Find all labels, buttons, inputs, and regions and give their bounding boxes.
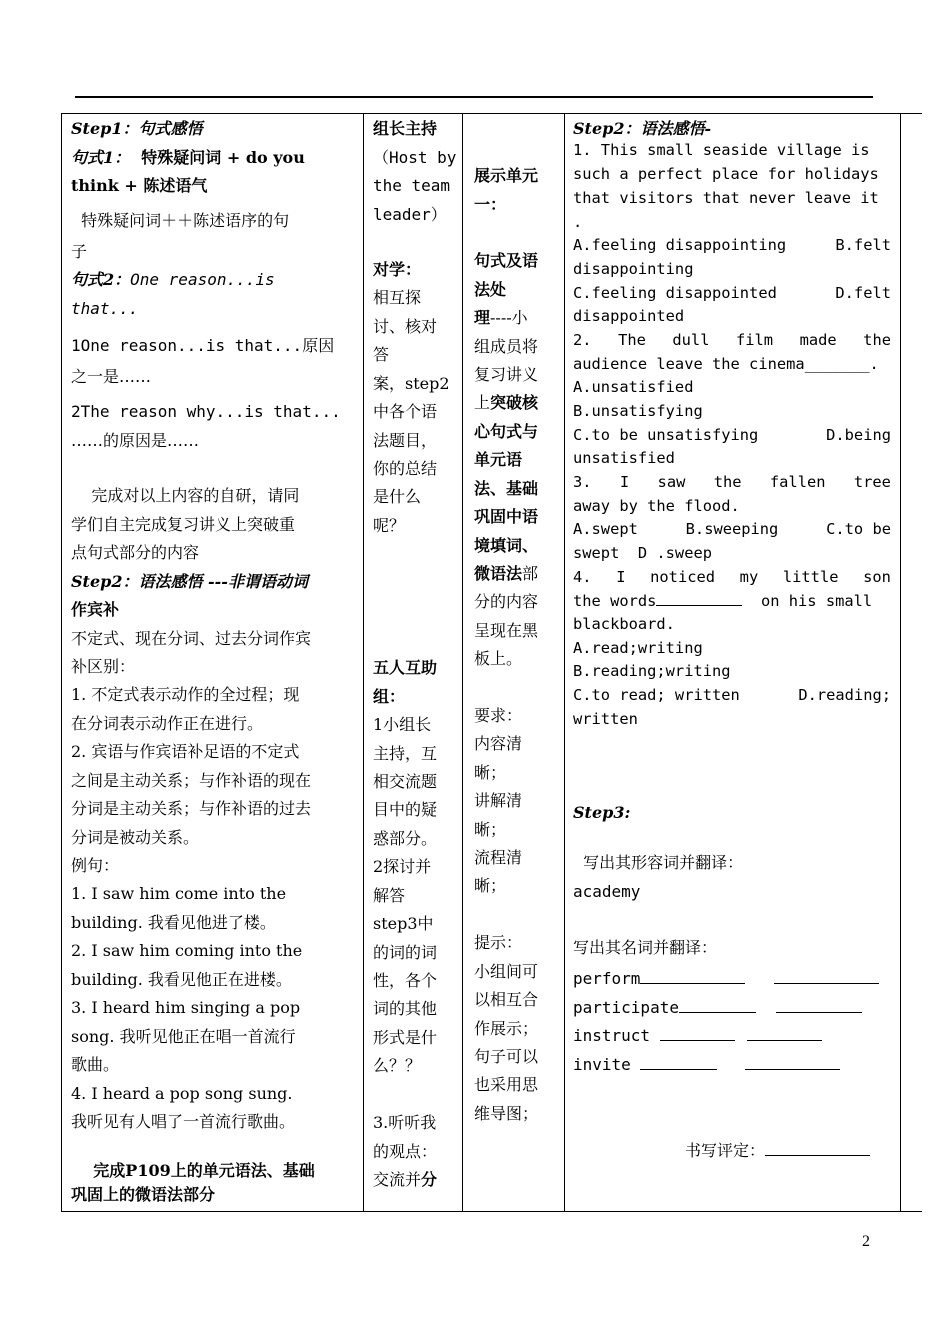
noun-prompt: 写出其名词并翻译： xyxy=(573,938,718,957)
tip-line: 以相互合 xyxy=(474,990,539,1009)
word: I xyxy=(619,473,630,491)
noun-word: participate xyxy=(573,998,679,1017)
option-b: B.felt xyxy=(835,236,891,254)
example-4-cont: 我听见有人唱了一首流行歌曲。 xyxy=(71,1112,296,1131)
question-4 xyxy=(573,566,891,590)
adjective-word: academy xyxy=(573,882,641,901)
requirement-line: 讲解清 xyxy=(474,791,523,810)
task1-line: 完成对以上内容的自研，请同 xyxy=(71,486,300,505)
option-c: C.feeling disappointed xyxy=(573,284,777,302)
question-2 xyxy=(573,329,891,353)
word: son xyxy=(863,568,891,586)
pair-study-label: 对学： xyxy=(373,260,422,279)
answer-blank[interactable] xyxy=(640,967,745,984)
presentation-text: 部 xyxy=(522,564,539,583)
option-b: B.sweeping xyxy=(685,520,779,538)
example-2-cont: building. 我看见他正在进楼。 xyxy=(71,970,292,989)
task1-line: 点句式部分的内容 xyxy=(71,543,200,562)
group-line: step3中 xyxy=(373,914,434,933)
option-d: D.being xyxy=(826,426,891,444)
q4-options-cd xyxy=(573,684,891,708)
rule-2: 2. 宾语与作宾语补足语的不定式 xyxy=(71,742,300,761)
presentation-title: 展示单元 xyxy=(474,166,539,185)
tip-line: 句子可以 xyxy=(474,1047,539,1066)
writing-evaluation xyxy=(685,1137,870,1166)
step2-exercise-title: Step2：语法感悟- xyxy=(573,119,712,138)
opinion-text: 交流并 xyxy=(373,1170,422,1189)
word: the xyxy=(713,473,742,491)
question-1-cont: that visitors that never leave it xyxy=(573,189,879,207)
presentation-line: 法、基础 xyxy=(474,479,539,498)
question-3 xyxy=(573,471,891,495)
noun-row xyxy=(573,1022,822,1051)
answer-blank[interactable] xyxy=(656,589,742,606)
group-line: 形式是什 xyxy=(373,1028,438,1047)
rule-2-cont: 之间是主动关系；与作补语的现在 xyxy=(71,771,312,790)
host-line: 组长主持 xyxy=(373,119,438,138)
group-line: 主持，互 xyxy=(373,744,438,763)
example-1-cont: building. 我看见他进了楼。 xyxy=(71,913,276,932)
q1-options-cd xyxy=(573,282,891,306)
presentation-line: 心句式与 xyxy=(474,422,539,441)
pair-study-line: 讨、核对 xyxy=(373,317,438,336)
host-line: （Host by xyxy=(373,148,457,167)
presentation-line: 巩固中语 xyxy=(474,507,539,526)
example-1: 1. I saw him come into the xyxy=(71,884,287,903)
presentation-line: 组成员将 xyxy=(474,337,539,356)
word: 4. xyxy=(573,568,592,586)
presentation-line xyxy=(474,560,538,589)
evaluation-label: 书写评定： xyxy=(685,1141,766,1160)
q2-option-a: A.unsatisfied xyxy=(573,378,694,396)
q1-option-b-cont: disappointing xyxy=(573,260,694,278)
word: 3. xyxy=(573,473,592,491)
pair-study-line: 相互探 xyxy=(373,288,422,307)
presentation-line: 呈现在黑 xyxy=(474,621,539,640)
answer-blank[interactable] xyxy=(679,996,756,1013)
opinion-line xyxy=(373,1166,437,1195)
answer-blank[interactable] xyxy=(747,1024,822,1041)
answer-blank[interactable] xyxy=(774,967,879,984)
word: I xyxy=(616,568,626,586)
column-divider xyxy=(462,114,463,1211)
pattern1-text: 特殊疑问词 + do you xyxy=(130,148,305,167)
q2-option-b: B.unsatisfying xyxy=(573,402,703,420)
answer-blank[interactable] xyxy=(640,1053,717,1070)
group-title-cont: 组： xyxy=(373,687,406,706)
presentation-line: 法处 xyxy=(474,280,507,299)
q1-option-d-cont: disappointed xyxy=(573,307,685,325)
question-1-cont: . xyxy=(573,213,583,231)
column-exercises xyxy=(573,114,891,1211)
example-4: 4. I heard a pop song sung. xyxy=(71,1084,293,1103)
pattern1-desc-cont: 子 xyxy=(71,242,88,261)
group-line: 惑部分。 xyxy=(373,829,438,848)
group-line: 性，各个 xyxy=(373,971,438,990)
group-line: 的词的词 xyxy=(373,943,438,962)
pattern2-text: One reason...is xyxy=(130,270,275,289)
word: The xyxy=(618,331,646,349)
requirement-line: 内容清 xyxy=(474,734,523,753)
pattern2-label: 句式2： xyxy=(71,270,131,289)
rule-1-cont: 在分词表示动作正在进行。 xyxy=(71,714,264,733)
pair-study-line: 答 xyxy=(373,345,390,364)
pattern-item-1: 1One reason...is that...原因 xyxy=(71,336,335,355)
opinion-text-bold: 分 xyxy=(421,1170,438,1189)
rule-1: 1. 不定式表示动作的全过程；现 xyxy=(71,685,300,704)
pair-study-line: 呢？ xyxy=(373,516,406,535)
pattern1-label: 句式1： xyxy=(71,148,131,167)
q2-options-cd xyxy=(573,424,891,448)
presentation-text: ----小 xyxy=(490,308,528,327)
word: my xyxy=(739,568,759,586)
pair-study-line: 是什么 xyxy=(373,487,422,506)
requirement-line: 晰； xyxy=(474,820,507,839)
step2-title: Step2：语法感悟 ---非谓语动词 xyxy=(71,572,308,591)
word: film xyxy=(735,331,774,349)
word: 2. xyxy=(573,331,592,349)
q3-options-cont: swept D .sweep xyxy=(573,544,712,562)
noun-word: instruct xyxy=(573,1026,660,1045)
pair-study-line: 法题目， xyxy=(373,431,438,450)
q3-options xyxy=(573,518,891,542)
page-number: 2 xyxy=(862,1233,870,1250)
answer-blank[interactable] xyxy=(745,1053,840,1070)
q1-options-ab xyxy=(573,234,891,258)
requirements-label: 要求： xyxy=(474,706,523,725)
lesson-table xyxy=(61,113,922,1212)
option-a: A.swept xyxy=(573,520,638,538)
noun-row xyxy=(573,994,862,1023)
column-self-study xyxy=(71,114,359,1211)
host-line: the team xyxy=(373,176,451,195)
word: dull xyxy=(672,331,710,349)
word: little xyxy=(782,568,839,586)
option-a: A.feeling disappointing xyxy=(573,236,787,254)
q4-option-b: B.reading;writing xyxy=(573,662,731,680)
tip-line: 维导图； xyxy=(474,1104,539,1123)
presentation-text: 突破核 xyxy=(490,393,539,412)
question-1: 1. This small seaside village is xyxy=(573,141,870,159)
rule-2-cont: 分词是被动关系。 xyxy=(71,828,200,847)
group-line: 1小组长 xyxy=(373,715,432,734)
pair-study-line: 你的总结 xyxy=(373,459,438,478)
q4-text: the words xyxy=(573,592,657,610)
presentation-line: 境填词、 xyxy=(474,536,539,555)
host-line: leader） xyxy=(373,205,447,224)
rule-intro: 不定式、现在分词、过去分词作宾 xyxy=(71,629,312,648)
word: the xyxy=(863,331,891,349)
option-c: C.to be xyxy=(826,520,891,538)
example-3: 3. I heard him singing a pop xyxy=(71,998,301,1017)
tip-line: 作展示； xyxy=(474,1019,539,1038)
q4-option-d-cont: written xyxy=(573,710,638,728)
tip-line: 小组间可 xyxy=(474,962,539,981)
presentation-line xyxy=(474,389,538,418)
pattern2-heading xyxy=(71,266,275,295)
word: made xyxy=(799,331,837,349)
task1-line: 学们自主完成复习讲义上突破重 xyxy=(71,515,296,534)
word: tree xyxy=(853,473,891,491)
column-divider xyxy=(900,114,901,1211)
evaluation-blank[interactable] xyxy=(765,1139,870,1156)
task2-line: 完成P109上的单元语法、基础 xyxy=(71,1161,315,1180)
presentation-title-cont: 一： xyxy=(474,195,507,214)
presentation-line: 单元语 xyxy=(474,450,523,469)
examples-label: 例句： xyxy=(71,856,120,875)
group-line: 目中的疑 xyxy=(373,800,438,819)
pattern1-heading xyxy=(71,144,305,173)
adjective-prompt: 写出其形容词并翻译： xyxy=(573,853,744,872)
pattern-item-2-cont: ……的原因是…… xyxy=(71,431,200,450)
requirement-line: 晰； xyxy=(474,763,507,782)
requirement-line: 晰； xyxy=(474,876,507,895)
answer-blank[interactable] xyxy=(776,996,862,1013)
noun-word: perform xyxy=(573,969,641,988)
example-3-cont: song. 我听见他正在唱一首流行 xyxy=(71,1027,296,1046)
presentation-text: 理 xyxy=(474,308,491,327)
column-presentation xyxy=(474,114,556,1211)
question-4-cont xyxy=(573,589,872,614)
example-2: 2. I saw him coming into the xyxy=(71,941,303,960)
pattern1-line2: think + 陈述语气 xyxy=(71,176,208,195)
example-3-cont: 歌曲。 xyxy=(71,1055,120,1074)
option-c: C.to read; written xyxy=(573,686,740,704)
step2-title-cont: 作宾补 xyxy=(71,600,120,619)
option-d: D.felt xyxy=(835,284,891,302)
step1-title: Step1：句式感悟 xyxy=(71,119,203,138)
option-d: D.reading; xyxy=(798,686,891,704)
q4-text: on his small xyxy=(760,592,873,610)
word: noticed xyxy=(650,568,716,586)
rule-2-cont: 分词是主动关系；与作补语的过去 xyxy=(71,799,312,818)
column-pair-study xyxy=(373,114,457,1211)
tips-label: 提示： xyxy=(474,933,523,952)
q4-option-a: A.read;writing xyxy=(573,639,703,657)
group-line: 相交流题 xyxy=(373,772,438,791)
group-line: 词的其他 xyxy=(373,999,438,1018)
noun-row xyxy=(573,1051,840,1080)
group-line: 解答 xyxy=(373,886,406,905)
pattern1-desc: 特殊疑问词＋＋陈述语序的句 xyxy=(71,211,290,230)
header-rule xyxy=(75,96,873,98)
requirement-line: 流程清 xyxy=(474,848,523,867)
answer-blank[interactable] xyxy=(660,1024,735,1041)
presentation-line: 句式及语 xyxy=(474,251,539,270)
group-line: 2探讨并 xyxy=(373,857,432,876)
tip-line: 也采用思 xyxy=(474,1075,539,1094)
pattern2-line2: that... xyxy=(71,299,139,318)
question-2-cont: audience leave the cinema_______. xyxy=(573,355,879,373)
pair-study-line: 中各个语 xyxy=(373,402,438,421)
column-divider xyxy=(363,114,364,1211)
question-1-cont: such a perfect place for holidays xyxy=(573,165,879,183)
word: fallen xyxy=(769,473,826,491)
pair-study-line: 案，step2 xyxy=(373,374,450,393)
rule-intro-cont: 补区别： xyxy=(71,657,136,676)
question-4-cont: blackboard. xyxy=(573,615,675,633)
pattern-item-1-cont: 之一是…… xyxy=(71,367,152,386)
presentation-text: 微语法 xyxy=(474,564,523,583)
presentation-line: 分的内容 xyxy=(474,592,539,611)
presentation-text: 上 xyxy=(474,393,491,412)
opinion-line: 3.听听我 xyxy=(373,1113,437,1132)
presentation-line: 板上。 xyxy=(474,649,523,668)
opinion-line: 的观点： xyxy=(373,1142,438,1161)
group-line: 么？？ xyxy=(373,1056,422,1075)
task2-line: 巩固上的微语法部分 xyxy=(71,1185,216,1204)
presentation-line xyxy=(474,304,528,333)
pattern-item-2: 2The reason why...is that... xyxy=(71,402,341,421)
group-title: 五人互助 xyxy=(373,658,438,677)
word: saw xyxy=(657,473,686,491)
column-divider xyxy=(564,114,565,1211)
presentation-line: 复习讲义 xyxy=(474,365,539,384)
step3-title: Step3: xyxy=(573,803,631,822)
noun-word: invite xyxy=(573,1055,641,1074)
q2-option-d-cont: unsatisfied xyxy=(573,449,675,467)
noun-row xyxy=(573,965,879,994)
question-3-cont: away by the flood. xyxy=(573,497,740,515)
option-c: C.to be unsatisfying xyxy=(573,426,759,444)
